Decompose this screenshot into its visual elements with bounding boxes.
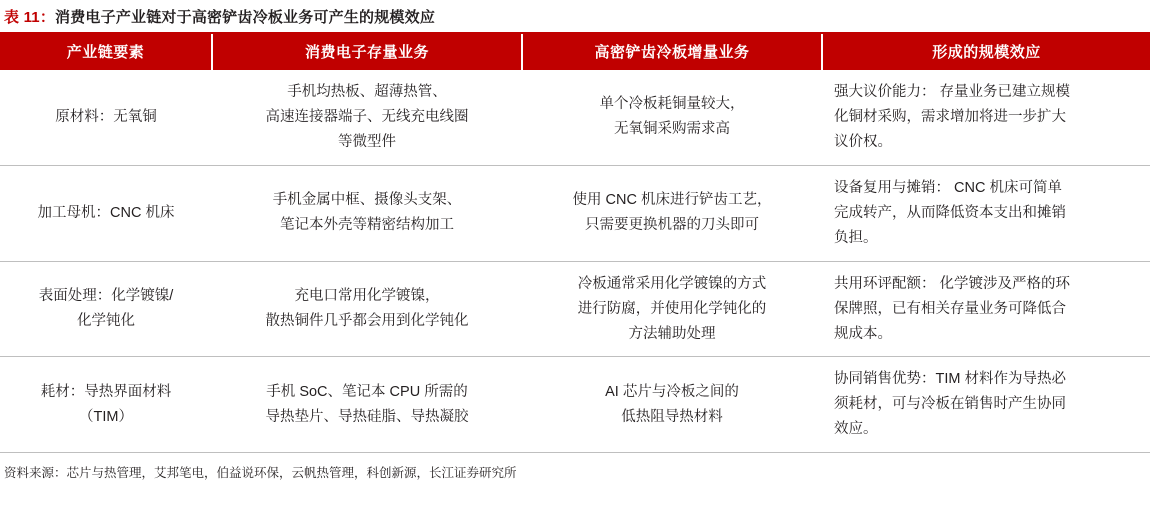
- cell-line: 手机金属中框、摄像头支架、: [272, 192, 462, 209]
- cell-existing: [212, 261, 522, 357]
- source-note: 资料来源：芯片与热管理，艾邦笔电，伯益说环保，云帆热管理，科创新源，长江证券研究所: [4, 466, 517, 481]
- table-row: [0, 165, 1150, 261]
- cell-line: 高速连接器端子、无线充电线圈: [265, 108, 469, 125]
- cell-line: 加工母机：CNC 机床: [37, 204, 175, 221]
- cell-line: 手机 SoC、笔记本 CPU 所需的: [266, 383, 468, 400]
- cell-line: 规成本。: [834, 325, 892, 342]
- cell-line: 强大议价能力： 存量业务已建立规模: [834, 84, 1071, 100]
- table-header-row: [0, 34, 1150, 70]
- scale-effect-table: [0, 34, 1150, 453]
- column-header-element: 产业链要素: [0, 34, 212, 70]
- cell-line: 笔记本外壳等精密结构加工: [280, 217, 454, 234]
- cell-effect: [822, 70, 1150, 165]
- cell-line: 完成转产，从而降低资本支出和摊销: [834, 204, 1066, 221]
- cell-incremental: [522, 357, 822, 453]
- cell-existing: [212, 70, 522, 165]
- cell-line: 充电口常用化学镀镍，: [294, 288, 440, 305]
- table-caption: [0, 0, 1150, 32]
- cell-line: 冷板通常采用化学镀镍的方式: [577, 275, 767, 292]
- cell-effect: [822, 165, 1150, 261]
- cell-existing: [212, 165, 522, 261]
- column-header-incremental: 高密铲齿冷板增量业务: [522, 34, 822, 70]
- cell-line: 协同销售优势：TIM 材料作为导热必: [834, 371, 1066, 388]
- cell-element: [0, 70, 212, 165]
- cell-line: 化学钝化: [77, 313, 135, 330]
- cell-element: [0, 165, 212, 261]
- table-row: [0, 357, 1150, 453]
- cell-element: [0, 261, 212, 357]
- cell-line: 散热铜件几乎都会用到化学钝化: [265, 313, 469, 330]
- cell-line: 低热阻导热材料: [621, 408, 723, 425]
- cell-line: 单个冷板耗铜量较大，: [599, 96, 745, 113]
- cell-line: 手机均热板、超薄热管、: [287, 84, 447, 100]
- cell-line: （TIM）: [79, 408, 133, 425]
- column-header-existing: 消费电子存量业务: [212, 34, 522, 70]
- cell-effect: [822, 261, 1150, 357]
- cell-incremental: [522, 165, 822, 261]
- cell-line: 导热垫片、导热硅脂、导热凝胶: [265, 408, 469, 425]
- cell-line: 效应。: [834, 421, 878, 438]
- cell-line: 进行防腐，并使用化学钝化的: [577, 300, 767, 317]
- cell-line: 耗材：导热界面材料: [40, 383, 172, 400]
- cell-line: 设备复用与摊销： CNC 机床可简单: [834, 179, 1062, 196]
- cell-line: 表面处理：化学镀镍/: [38, 288, 174, 305]
- cell-element: [0, 357, 212, 453]
- cell-line: 保牌照，已有相关存量业务可降低合: [834, 300, 1066, 317]
- table-row: [0, 261, 1150, 357]
- cell-line: 负担。: [834, 229, 878, 246]
- cell-effect: [822, 357, 1150, 453]
- cell-line: 须耗材，可与冷板在销售时产生协同: [834, 396, 1066, 413]
- cell-incremental: [522, 261, 822, 357]
- caption-label: 表 11：: [4, 9, 56, 26]
- cell-existing: [212, 357, 522, 453]
- table-row: [0, 70, 1150, 165]
- cell-line: AI 芯片与冷板之间的: [605, 383, 739, 400]
- cell-line: 方法辅助处理: [628, 325, 716, 342]
- cell-line: 化铜材采购，需求增加将进一步扩大: [834, 108, 1066, 125]
- cell-line: 只需要更换机器的刀头即可: [585, 217, 759, 234]
- cell-line: 无氧铜采购需求高: [614, 121, 730, 138]
- cell-line: 等微型件: [338, 133, 396, 150]
- caption-text: 消费电子产业链对于高密铲齿冷板业务可产生的规模效应: [55, 9, 436, 26]
- cell-line: 议价权。: [834, 133, 892, 150]
- cell-incremental: [522, 70, 822, 165]
- cell-line: 使用 CNC 机床进行铲齿工艺，: [572, 192, 772, 209]
- cell-line: 共用环评配额： 化学镀涉及严格的环: [834, 275, 1071, 292]
- column-header-effect: 形成的规模效应: [822, 34, 1150, 70]
- cell-line: 原材料：无氧铜: [55, 108, 157, 125]
